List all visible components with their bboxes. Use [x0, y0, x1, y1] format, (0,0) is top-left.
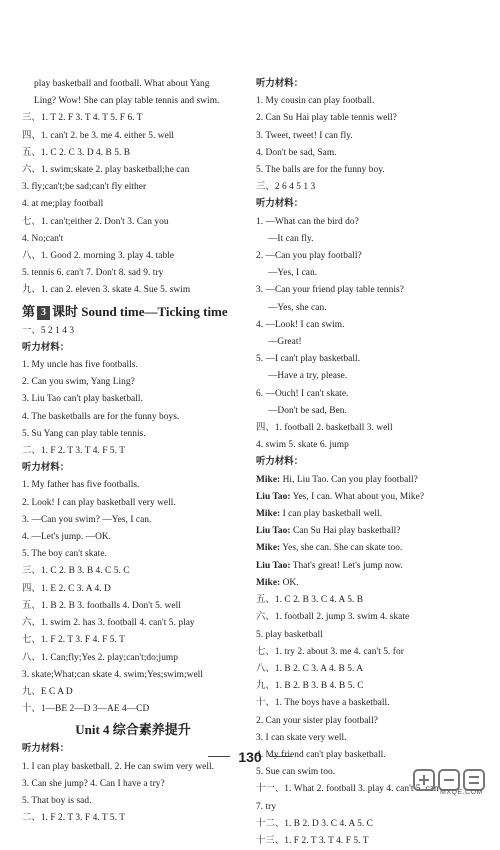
- answer-line: 二、1. F 2. T 3. T 4. F 5. T: [22, 446, 126, 457]
- answer-line: 4. Don't be sad, Sam.: [256, 147, 337, 158]
- answer-line: 3. Can she jump? 4. Can I have a try?: [22, 778, 165, 789]
- answer-line: 4. —Look! I can swim.: [256, 319, 345, 330]
- answer-line: 十三、1. F 2. T 3. T 4. F 5. T: [256, 835, 369, 846]
- lesson-number-badge: 3: [37, 306, 50, 320]
- answer-line: Mike: OK.: [256, 577, 299, 588]
- answer-block-sound-time: [22, 323, 244, 719]
- answer-line: 3. I can skate very well.: [256, 732, 347, 743]
- answer-line: Mike: Hi, Liu Tao. Can you play football?: [256, 474, 418, 485]
- answer-line: 三、1. T 2. F 3. T 4. T 5. F 6. T: [22, 113, 143, 124]
- answer-line: 六、1. swim 2. has 3. football 4. can't 5. play: [22, 618, 195, 629]
- answer-line: 八、1. Can;fly;Yes 2. play;can't;do;jump: [22, 652, 179, 663]
- speaker-name: Liu Tao:: [256, 491, 291, 502]
- answer-line: 七、1. F 2. T 3. F 4. F 5. T: [22, 635, 125, 646]
- answer-line: 3. Liu Tao can't play basketball.: [22, 394, 143, 405]
- answer-line: 五、1. C 2. B 3. C 4. A 5. B: [256, 595, 364, 606]
- speaker-name: Mike:: [256, 577, 281, 588]
- answer-line: 一、5 2 1 4 3: [22, 325, 75, 336]
- right-column: [256, 76, 488, 850]
- answer-line: —Great!: [268, 337, 302, 348]
- answer-line: 4. swim 5. skate 6. jump: [256, 440, 349, 451]
- answer-block-unit-review: [22, 76, 244, 300]
- speaker-name: Mike:: [256, 474, 281, 485]
- answer-line: 1. My cousin can play football.: [256, 96, 375, 107]
- listening-material-label: 听力材料：: [22, 744, 70, 755]
- answer-line: 6. —Ouch! I can't skate.: [256, 388, 349, 399]
- answer-line: 5. Su Yang can play table tennis.: [22, 428, 146, 439]
- answer-line: 3. —Can your friend play table tennis?: [256, 285, 404, 296]
- answer-line: 3. —Can you swim? —Yes, I can.: [22, 514, 152, 525]
- listening-material-label: 听力材料：: [256, 199, 304, 210]
- answer-line: 4. No;can't: [22, 233, 64, 244]
- listening-material-label: 听力材料：: [22, 342, 70, 353]
- answer-line: 4. at me;play football: [22, 199, 104, 210]
- answer-line: —Yes, she can.: [268, 302, 327, 313]
- listening-material-label: 听力材料：: [22, 463, 70, 474]
- answer-line: 十、1—BE 2—D 3—AE 4—CD: [22, 704, 150, 715]
- answer-line: 八、1. B 2. C 3. A 4. B 5. A: [256, 663, 364, 674]
- answer-line: 3. fly;can't;be sad;can't fly either: [22, 182, 147, 193]
- answer-line: 5. The boy can't skate.: [22, 549, 107, 560]
- answer-line: —Don't be sad, Ben.: [268, 405, 347, 416]
- answer-line: Liu Tao: Can Su Hai play basketball?: [256, 526, 401, 537]
- page-footer: [0, 749, 500, 765]
- answer-line: 四、1. can't 2. be 3. me 4. either 5. well: [22, 130, 175, 141]
- answer-line: 2. Can your sister play football?: [256, 715, 378, 726]
- section-title-lesson-3: [22, 302, 244, 322]
- answer-line: 二、1. F 2. T 3. F 4. T 5. T: [22, 813, 126, 824]
- answer-line: 5. play basketball: [256, 629, 323, 640]
- answer-line: 5. tennis 6. can't 7. Don't 8. sad 9. try: [22, 268, 164, 279]
- answer-line: Ling? Wow! She can play table tennis and swim.: [34, 96, 220, 107]
- answer-line: 2. —Can you play football?: [256, 251, 362, 262]
- answer-line: Liu Tao: Yes, I can. What about you, Mike?: [256, 491, 425, 502]
- answer-line: 5. That boy is sad.: [22, 795, 92, 806]
- answer-line: 2. Can you swim, Yang Ling?: [22, 377, 135, 388]
- answer-line: 七、1. can't;either 2. Don't 3. Can you: [22, 216, 169, 227]
- left-column: [22, 76, 244, 827]
- answer-line: 7. try: [256, 801, 277, 812]
- footer-dash-left: [208, 756, 230, 757]
- answer-line: 2. Look! I can play basketball very well.: [22, 497, 176, 508]
- answer-line: Mike: Yes, she can. She can skate too.: [256, 543, 403, 554]
- answer-line: —It can fly.: [268, 233, 314, 244]
- footer-dash-right: [270, 756, 292, 757]
- answer-line: 八、1. Good 2. morning 3. play 4. table: [22, 251, 175, 262]
- answer-line: —Have a try, please.: [268, 371, 348, 382]
- answer-line: —Yes, I can.: [268, 268, 318, 279]
- speaker-name: Liu Tao:: [256, 560, 291, 571]
- answer-line: 2. Can Su Hai play table tennis well?: [256, 113, 397, 124]
- answer-line: 五、1. C 2. C 3. D 4. B 5. B: [22, 147, 131, 158]
- watermark-text: MXQE.COM: [440, 789, 483, 796]
- answer-line: 四、1. football 2. basketball 3. well: [256, 423, 393, 434]
- answer-line: 5. The balls are for the funny boy.: [256, 165, 385, 176]
- answer-line: 4. —Let's jump. —OK.: [22, 532, 112, 543]
- speaker-name: Mike:: [256, 509, 281, 520]
- answer-line: 十二、1. B 2. D 3. C 4. A 5. C: [256, 818, 373, 829]
- answer-line: 1. My uncle has five footballs.: [22, 360, 138, 371]
- answer-line: 5. —I can't play basketball.: [256, 354, 361, 365]
- speaker-name: Liu Tao:: [256, 526, 291, 537]
- page-number: 130: [238, 749, 262, 765]
- section-title-prefix: 第: [22, 303, 36, 319]
- answer-line: Mike: I can play basketball well.: [256, 509, 383, 520]
- section-title-text: 课时 Sound time—Ticking time: [52, 303, 228, 319]
- answer-line: 1. I can play basketball. 2. He can swim very well.: [22, 761, 215, 772]
- answer-line: Liu Tao: That's great! Let's jump now.: [256, 560, 403, 571]
- listening-material-label: 听力材料：: [256, 457, 304, 468]
- answer-line: 九、1. can 2. eleven 3. skate 4. Sue 5. swim: [22, 285, 191, 296]
- answer-line: 3. skate;What;can skate 4. swim;Yes;swim;well: [22, 669, 203, 680]
- answer-line: 十一、1. What 2. football 3. play 4. can't 5. can: [256, 784, 439, 795]
- answer-line: 七、1. try 2. about 3. me 4. can't 5. for: [256, 646, 404, 657]
- answer-line: 六、1. swim;skate 2. play basketball;he can: [22, 165, 190, 176]
- answer-line: 1. —What can the bird do?: [256, 216, 359, 227]
- answer-line: 4. The basketballs are for the funny boys.: [22, 411, 180, 422]
- answer-line: 九、E C A D: [22, 686, 73, 697]
- answer-line: 五、1. B 2. B 3. footballs 4. Don't 5. well: [22, 600, 181, 611]
- answer-line: 三、2 6 4 5 1 3: [256, 182, 316, 193]
- speaker-name: Mike:: [256, 543, 281, 554]
- answer-line: 四、1. E 2. C 3. A 4. D: [22, 583, 111, 594]
- answer-line: 4. My friend can't play basketball.: [256, 749, 386, 760]
- answer-line: 3. Tweet, tweet! I can fly.: [256, 130, 353, 141]
- listening-material-label: 听力材料：: [256, 79, 304, 89]
- answer-line: 5. Sue can swim too.: [256, 767, 336, 778]
- answer-line: 三、1. C 2. B 3. B 4. C 5. C: [22, 566, 130, 577]
- answer-line: 六、1. football 2. jump 3. swim 4. skate: [256, 612, 410, 623]
- unit-title: Unit 4 综合素养提升: [75, 722, 191, 738]
- answer-line: 九、1. B 2. B 3. B 4. B 5. C: [256, 681, 364, 692]
- answer-line: play basketball and football. What about Yang: [34, 79, 210, 89]
- answer-line: 十、1. The boys have a basketball.: [256, 698, 390, 709]
- answer-line: 1. My father has five footballs.: [22, 480, 140, 491]
